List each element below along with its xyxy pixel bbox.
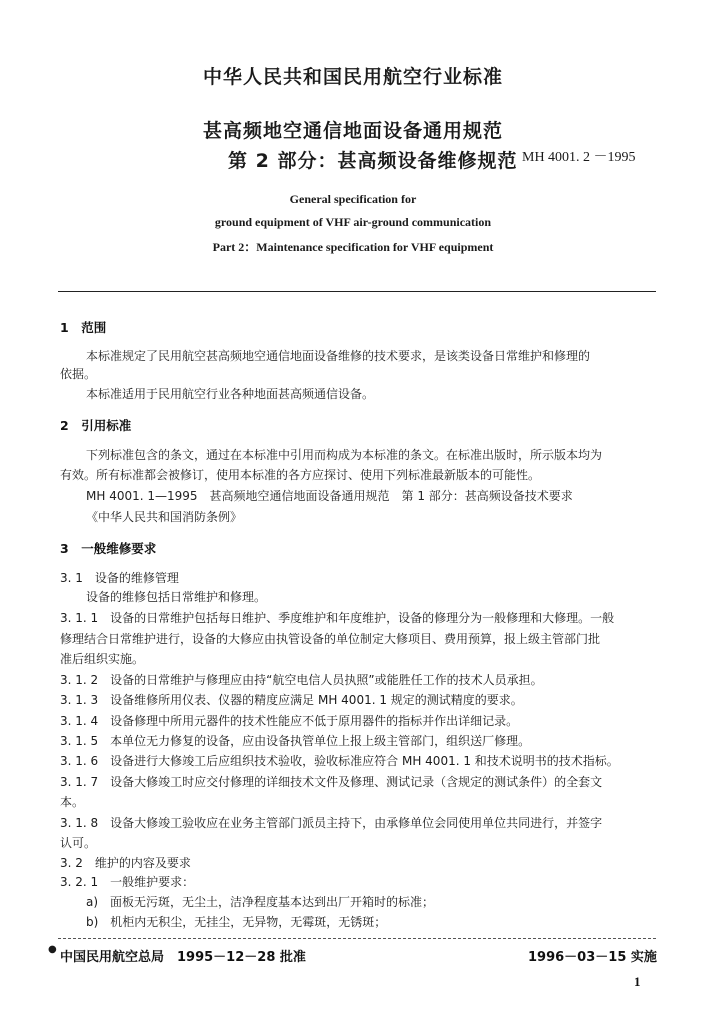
section-1-paragraph-1: 本标准规定了民用航空甚高频地空通信地面设备维修的技术要求，是该类设备日常维护和修理的 bbox=[86, 349, 591, 363]
approval-line: 中国民用航空总局 1995－12－28 批准 bbox=[60, 950, 306, 965]
section-1-paragraph-2: 本标准适用于民用航空行业各种地面甚高频通信设备。 bbox=[86, 387, 375, 401]
english-title-line-3: Part 2：Maintenance specification for VHF equipment bbox=[212, 240, 494, 254]
english-title-line-1: General specification for bbox=[289, 192, 417, 206]
clause-3-1-1-cont: 修理结合日常维护进行，设备的大修应由执管设备的单位制定大修项目、费用预算，报上级主管部门批 bbox=[60, 632, 601, 646]
section-2-heading: 2 引用标准 bbox=[60, 418, 132, 433]
org-title: 中华人民共和国民用航空行业标准 bbox=[202, 66, 503, 88]
footer-divider bbox=[58, 938, 656, 939]
clause-3-1-7-cont: 本。 bbox=[60, 795, 85, 809]
clause-3-1-4: 3. 1. 4 设备修理中所用元器件的技术性能应不低于原用器件的指标并作出详细记录。 bbox=[60, 714, 519, 728]
section-2-paragraph-1: 下列标准包含的条文，通过在本标准中引用而构成为本标准的条文。在标准出版时，所示版本均为 bbox=[86, 448, 603, 462]
clause-3-1-1-end: 准后组织实施。 bbox=[60, 652, 145, 666]
clause-3-1: 3. 1 设备的维修管理 bbox=[60, 571, 179, 585]
page-number: 1 bbox=[634, 974, 641, 989]
section-1-paragraph-1-cont: 依据。 bbox=[60, 367, 97, 381]
clause-3-1-text: 设备的维修包括日常维护和修理。 bbox=[86, 590, 267, 604]
section-3-heading: 3 一般维修要求 bbox=[60, 541, 157, 556]
reference-fire-regulation: 《中华人民共和国消防条例》 bbox=[86, 510, 243, 524]
list-item-a: a) 面板无污斑，无尘土，洁净程度基本达到出厂开箱时的标准； bbox=[86, 895, 435, 909]
section-2-paragraph-1-cont: 有效。所有标准都会被修订，使用本标准的各方应探讨、使用下列标准最新版本的可能性。 bbox=[60, 468, 541, 482]
effective-date: 1996－03－15 实施 bbox=[528, 950, 657, 965]
clause-3-1-8-cont: 认可。 bbox=[60, 836, 97, 850]
reference-mh-4001-1: MH 4001. 1—1995 甚高频地空通信地面设备通用规范 第 1 部分：甚高频设备技术要求 bbox=[86, 489, 573, 503]
section-1-heading: 1 范围 bbox=[60, 320, 107, 335]
clause-3-1-7: 3. 1. 7 设备大修竣工时应交付修理的详细技术文件及修理、测试记录（含规定的测试条件）的全套文 bbox=[60, 775, 603, 789]
clause-3-1-5: 3. 1. 5 本单位无力修复的设备，应由设备执管单位上报上级主管部门，组织送厂修理。 bbox=[60, 734, 531, 748]
footer-bullet-icon: ● bbox=[48, 944, 57, 955]
standard-title: 甚高频地空通信地面设备通用规范 bbox=[202, 120, 503, 142]
header-divider bbox=[58, 291, 656, 292]
english-title-line-2: ground equipment of VHF air-ground communication bbox=[214, 215, 492, 229]
list-item-b: b) 机柜内无积尘，无挂尘，无异物，无霉斑，无锈斑； bbox=[86, 915, 387, 929]
clause-3-2-1: 3. 2. 1 一般维护要求： bbox=[60, 875, 195, 889]
clause-3-1-2: 3. 1. 2 设备的日常维护与修理应由持“航空电信人员执照”或能胜任工作的技术人员承担。 bbox=[60, 673, 543, 687]
clause-3-1-6: 3. 1. 6 设备进行大修竣工后应组织技术验收，验收标准应符合 MH 4001. 1 和技术说明书的技术指标。 bbox=[60, 754, 619, 768]
clause-3-1-8: 3. 1. 8 设备大修竣工验收应在业务主管部门派员主持下，由承修单位会同使用单位共同进行，并签字 bbox=[60, 816, 603, 830]
clause-3-1-3: 3. 1. 3 设备维修所用仪表、仪器的精度应满足 MH 4001. 1 规定的测试精度的要求。 bbox=[60, 693, 523, 707]
standard-part-title: 第 2 部分：甚高频设备维修规范 bbox=[228, 150, 518, 172]
clause-3-2: 3. 2 维护的内容及要求 bbox=[60, 856, 191, 870]
clause-3-1-1: 3. 1. 1 设备的日常维护包括每日维护、季度维护和年度维护，设备的修理分为一般修理和大修理。一般 bbox=[60, 611, 615, 625]
standard-number: MH 4001. 2 －1995 bbox=[522, 150, 636, 165]
